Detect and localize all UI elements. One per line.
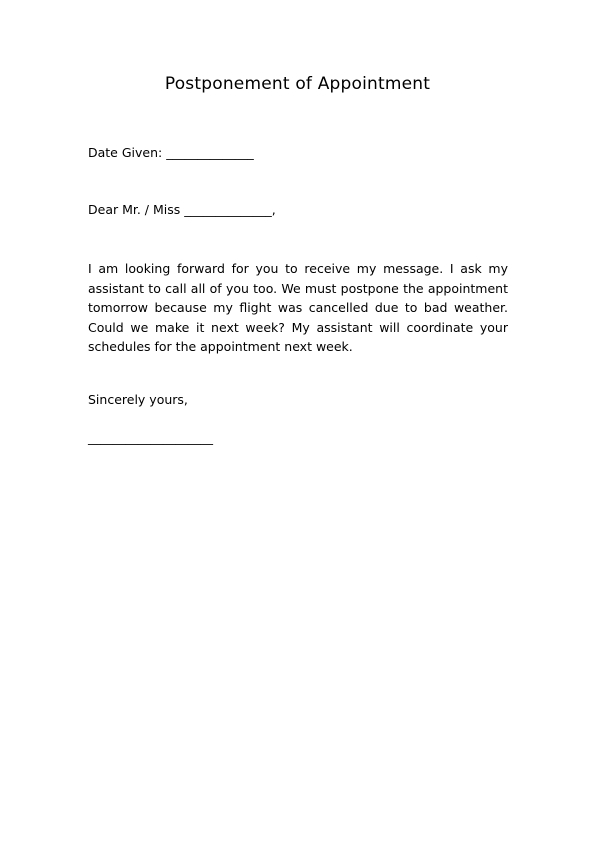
- document-title: Postponement of Appointment: [164, 74, 431, 94]
- signature-line: ____________________: [88, 430, 213, 445]
- closing-line: Sincerely yours,: [88, 392, 188, 407]
- date-given-line: Date Given: ______________: [88, 145, 254, 160]
- letter-body: I am looking forward for you to receive my message. I ask my assistant to call all of you too. We must postpone the appointment tomorrow because my flight was cancelled due to bad weather. Could we make it next week? My assistant will coordinate your schedules for the appointment next week.: [88, 261, 508, 354]
- salutation-line: Dear Mr. / Miss ______________,: [88, 202, 276, 217]
